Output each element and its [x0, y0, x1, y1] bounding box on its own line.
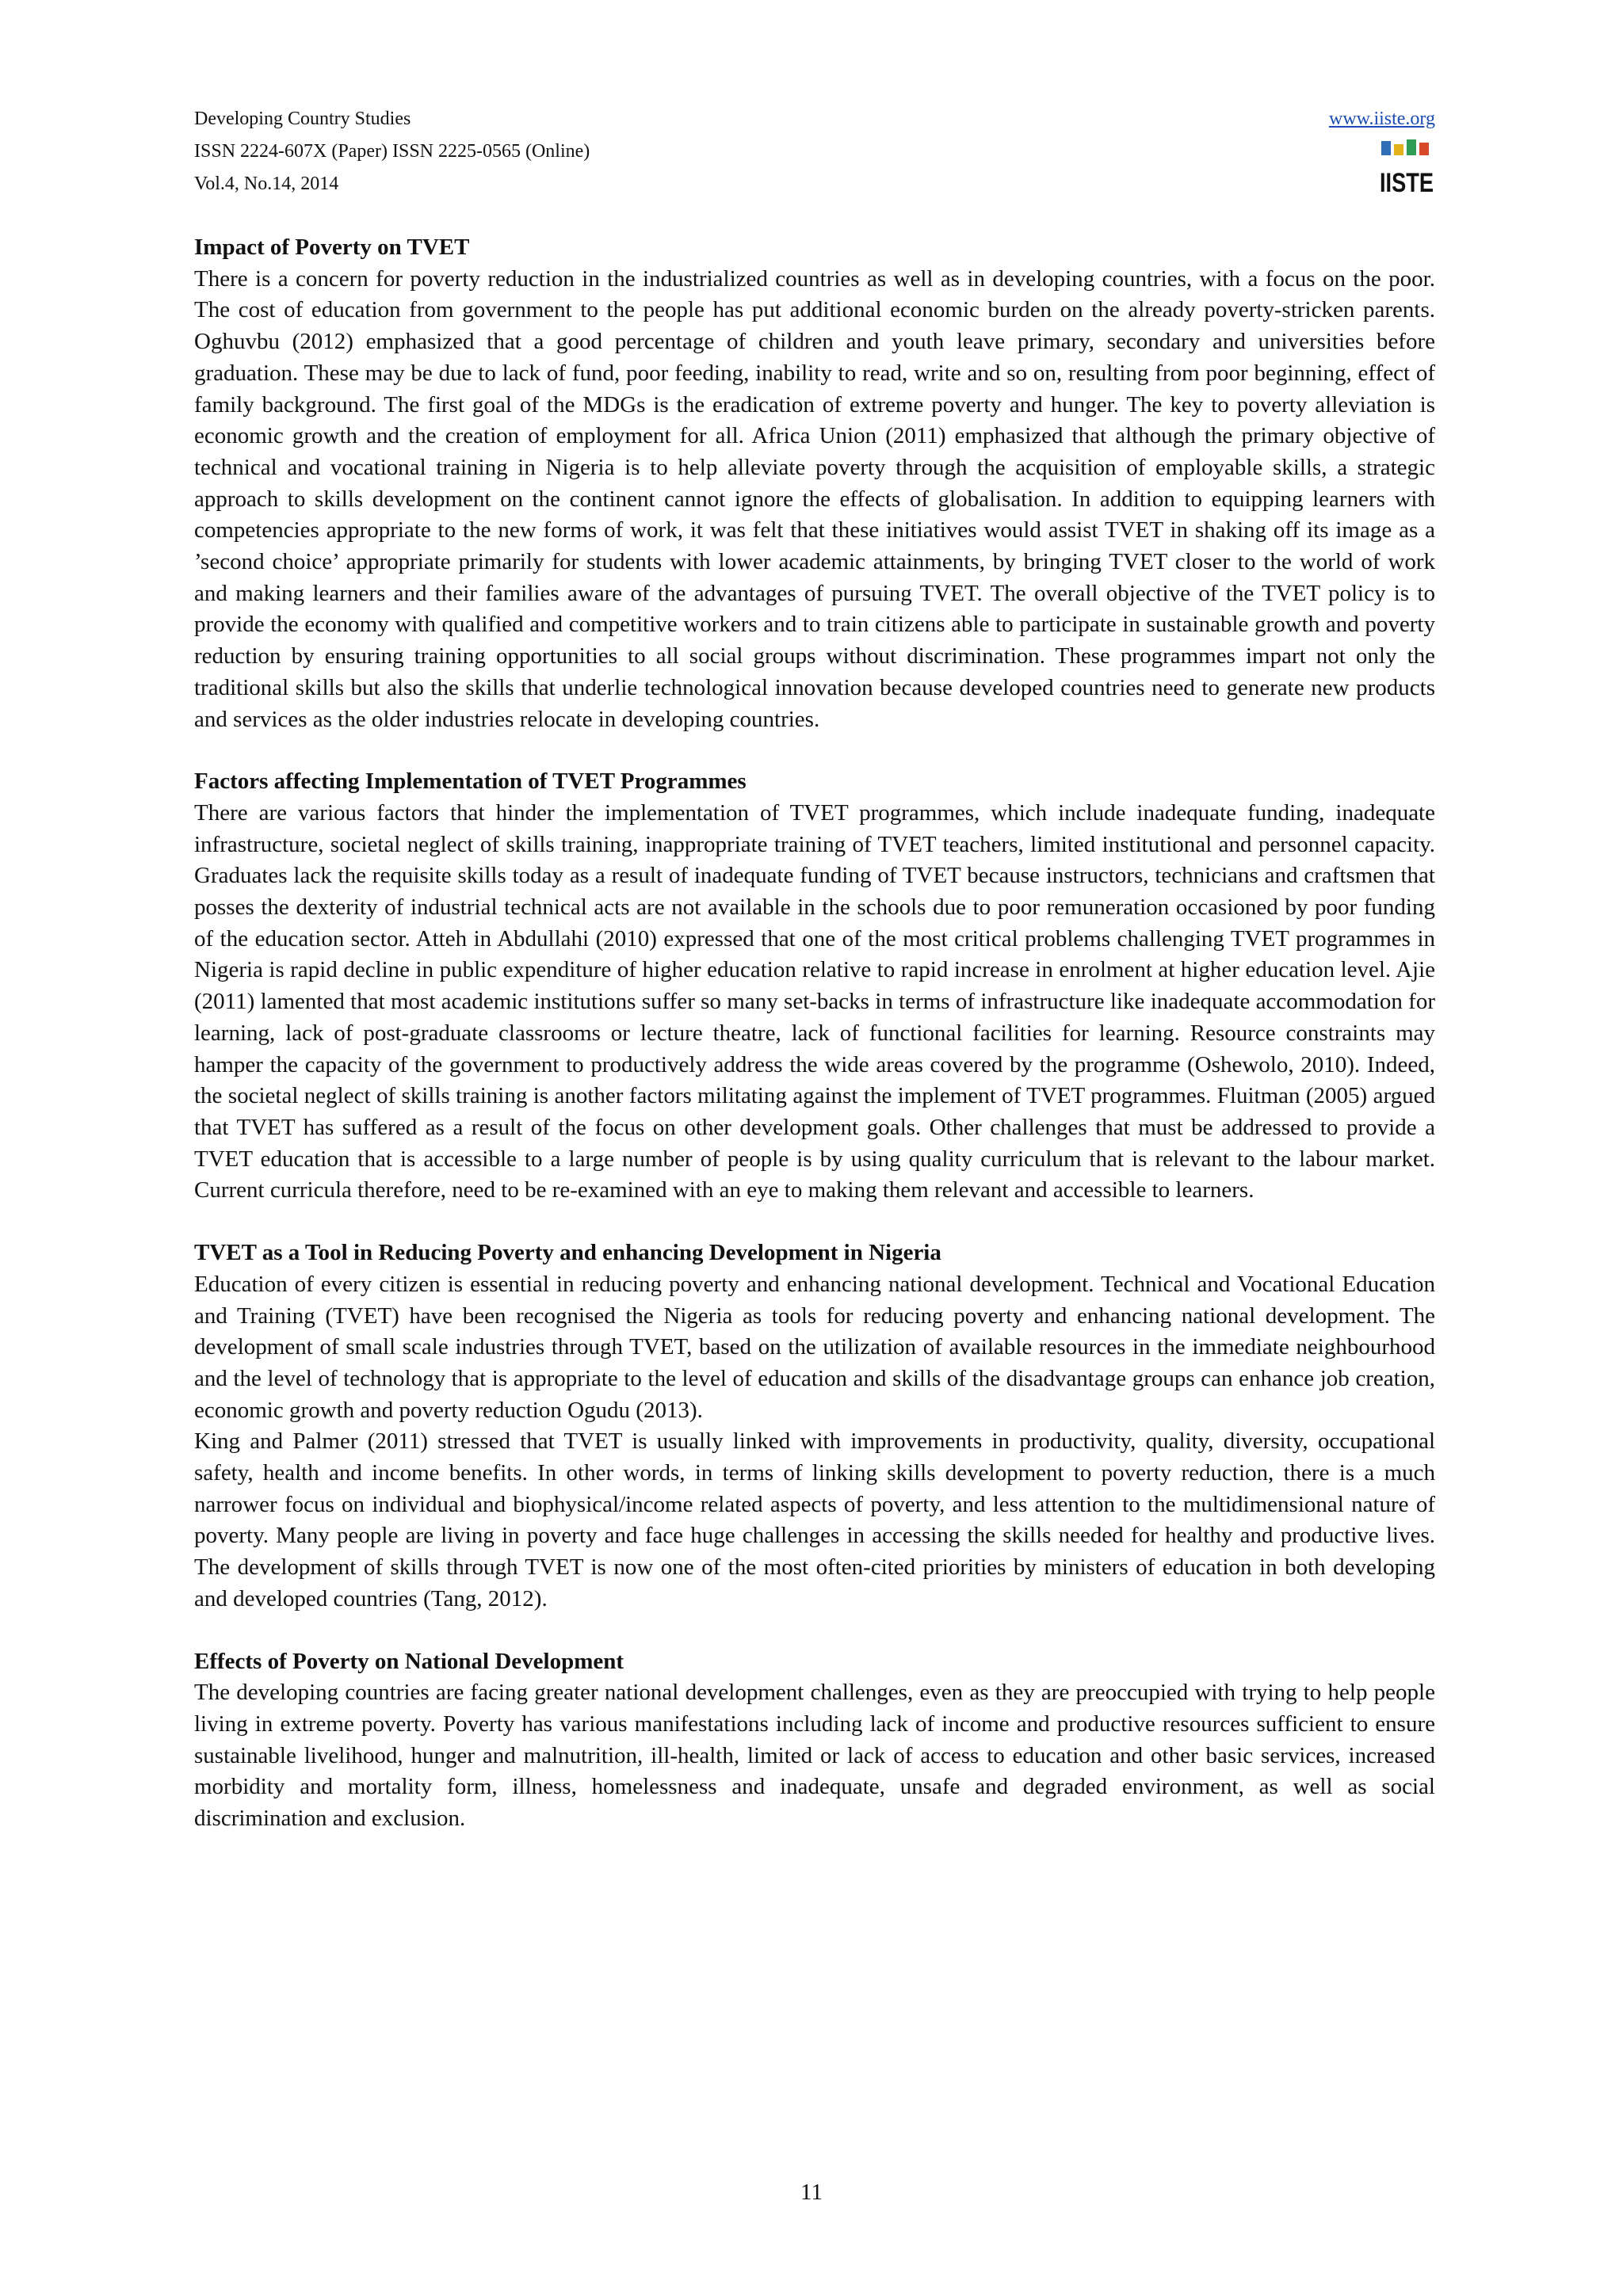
page-header: [194, 103, 1435, 206]
section-heading: Effects of Poverty on National Development: [194, 1648, 624, 1674]
logo-bar-3: [1407, 139, 1416, 155]
section-tvet-as-tool: [194, 1238, 1435, 1615]
section-factors-affecting: [194, 766, 1435, 1207]
journal-info: [194, 103, 590, 200]
journal-url-link[interactable]: www.iiste.org: [1329, 109, 1435, 129]
section-heading: TVET as a Tool in Reducing Poverty and enhancing Development in Nigeria: [194, 1240, 941, 1266]
section-paragraph: There is a concern for poverty reduction in the industrialized countries as well as in developing countries, with a focus on the poor. The cost of education from government to the people has put additional economic burden on the already poverty-stricken parents. Oghuvbu (2012) emphasized that a good percentage of children and youth leave primary, secondary and universities before graduation. These may be due to lack of fund, poor feeding, inability to read, write and so on, resulting from poor beginning, effect of family background. The first goal of the MDGs is the eradication of extreme poverty and hunger. The key to poverty alleviation is economic growth and the creation of employment for all. Africa Union (2011) emphasized that although the primary objective of technical and vocational training in Nigeria is to help alleviate poverty through the acquisition of employable skills, a strategic approach to skills development on the continent cannot ignore the effects of globalisation. In addition to equipping learners with competencies appropriate to the new forms of work, it was felt that these initiatives would assist TVET in shaking off its image as a ’second choice’ appropriate primarily for students with lower academic attainments, by bringing TVET closer to the world of work and making learners and their families aware of the advantages of pursuing TVET. The overall objective of the TVET policy is to provide the economy with qualified and competitive workers and to train citizens able to participate in sustainable growth and poverty reduction by ensuring training opportunities to all social groups without discrimination. These programmes impart not only the traditional skills but also the skills that underlie technological innovation because developed countries need to generate new products and services as the older industries relocate in developing countries.: [194, 265, 1435, 732]
page-number: 11: [800, 2180, 823, 2205]
logo-text: IISTE: [1380, 168, 1434, 198]
issn-line: ISSN 2224-607X (Paper) ISSN 2225-0565 (Online): [194, 141, 590, 162]
logo-bar-2: [1394, 144, 1403, 155]
section-heading: Impact of Poverty on TVET: [194, 235, 470, 260]
section-paragraph: There are various factors that hinder the implementation of TVET programmes, which include inadequate funding, inadequate infrastructure, societal neglect of skills training, inappropriate training of TVET teachers, limited institutional and personnel capacity. Graduates lack the requisite skills today as a result of inadequate funding of TVET because instructors, technicians and craftsmen that posses the dexterity of industrial technical acts are not available in the schools due to poor remuneration occasioned by poor funding of the education sector. Atteh in Abdullahi (2010) expressed that one of the most critical problems challenging TVET programmes in Nigeria is rapid decline in public expenditure of higher education relative to rapid increase in enrolment at higher education level. Ajie (2011) lamented that most academic institutions suffer so many set-backs in terms of infrastructure like inadequate accommodation for learning, lack of post-graduate classrooms or lecture theatre, lack of functional facilities for learning. Resource constraints may hamper the capacity of the government to productively address the wide areas covered by the programme (Oshewolo, 2010). Indeed, the societal neglect of skills training is another factors militating against the implement of TVET programmes. Fluitman (2005) argued that TVET has suffered as a result of the focus on other development goals. Other challenges that must be addressed to provide a TVET education that is accessible to a large number of people is by using quality curriculum that is relevant to the labour market. Current curricula therefore, need to be re-examined with an eye to making them relevant and accessible to learners.: [194, 799, 1435, 1203]
journal-title: Developing Country Studies: [194, 109, 411, 129]
article-body: [194, 232, 1435, 1866]
section-paragraph: The developing countries are facing greater national development challenges, even as they are preoccupied with trying to help people living in extreme poverty. Poverty has various manifestations including lack of income and productive resources sufficient to ensure sustainable livelihood, hunger and malnutrition, ill-health, limited or lack of access to education and other basic services, increased morbidity and mortality form, illness, homelessness and inadequate, unsafe and degraded environment, as well as social discrimination and exclusion.: [194, 1680, 1435, 1832]
section-impact-of-poverty: [194, 232, 1435, 735]
volume-line: Vol.4, No.14, 2014: [194, 174, 339, 194]
section-paragraph: King and Palmer (2011) stressed that TVET is usually linked with improvements in productivity, quality, diversity, occupational safety, health and income benefits. In other words, in terms of linking skills development to poverty reduction, there is a much narrower focus on individual and biophysical/income related aspects of poverty, and less attention to the multidimensional nature of poverty. Many people are living in poverty and face huge challenges in accessing the skills needed for healthy and productive lives. The development of skills through TVET is now one of the most often-cited priorities by ministers of education in both developing and developed countries (Tang, 2012).: [194, 1428, 1435, 1611]
logo-bar-4: [1419, 143, 1429, 155]
logo-bar-1: [1381, 141, 1391, 155]
section-paragraph: Education of every citizen is essential in reducing poverty and enhancing national development. Technical and Vocational Education and Training (TVET) have been recognised the Nigeria as tools for reducing poverty and enhancing national development. The development of small scale industries through TVET, based on the utilization of available resources in the immediate neighbourhood and the level of technology that is appropriate to the level of education and skills of the disadvantage groups can enhance job creation, economic growth and poverty reduction Ogudu (2013).: [194, 1271, 1435, 1423]
section-heading: Factors affecting Implementation of TVET Programmes: [194, 769, 747, 795]
iiste-logo: [1380, 138, 1435, 200]
section-effects-of-poverty: [194, 1646, 1435, 1835]
